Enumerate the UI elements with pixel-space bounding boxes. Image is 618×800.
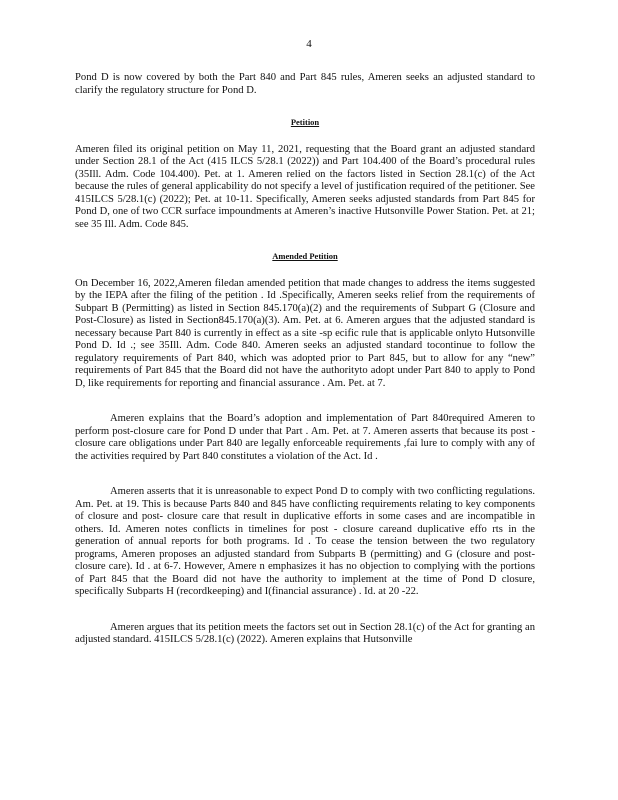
amended-paragraph-4: Ameren argues that its petition meets the factors set out in Section 28.1(c) of the Act for granting an adjusted standard. 415ILCS 5/28.1(c) (2022). Ameren explains that Hutsonville xyxy=(75,621,535,645)
document-body xyxy=(75,72,535,647)
page-number: 4 xyxy=(306,38,312,50)
amended-paragraph-1: On December 16, 2022,Ameren filedan amended petition that made changes to address the items suggested by the IEPA after the filing of the petition . Id .Specifically, Ameren seeks relief from the requirements of Subpart B (Permitting) as listed in Section 845.170(a)(2) and the requirements of Subpart G (Closure and Post-Closure) as listed in Section845.170(a)(3). Am. Pet. at 6. Ameren argues that the adjusted standard is necessary because Part 840 is currently in effect as a site -sp ecific rule that is applicable onlyto Hutsonville Pond D. Id .; see 35Ill. Adm. Code 840. Ameren seeks an adjusted standard tocontinue to follow the regulatory requirements of Part 840, which was adopted prior to Part 845, but to allow for any “new” requirements of Part 845 that the Board did not have the authorityto adopt under Part 840 to apply to Pond D, like requirements for reporting and financial assurance . Am. Pet. at 7. xyxy=(75,277,535,389)
amended-petition-heading: Amended Petition xyxy=(272,251,338,261)
petition-heading: Petition xyxy=(290,117,320,127)
amended-paragraph-2: Ameren explains that the Board’s adoption and implementation of Part 840required Ameren to perform post-closure care for Pond D under that Part . Am. Pet. at 7. Ameren asserts that because its post -closure care obligations under Part 840 are legally enforceable requirements ,fai lure to comply with any of the activities required by Part 840 constitutes a violation of the Act. Id . xyxy=(75,413,535,462)
petition-paragraph: Ameren filed its original petition on May 11, 2021, requesting that the Board grant an adjusted standard under Section 28.1 of the Act (415 ILCS 5/28.1 (2022)) and Part 104.400 of the Board’s procedural rules (35Ill. Adm. Code 104.400). Pet. at 1. Ameren relied on the factors listed in Section 28.1(c) of the Act because the rules of general applicability do not specify a level of justification required of the petitioner. See 415ILCS 5/28.1(c) (2022); Pet. at 10-11. Specifically, Ameren seeks adjusted standards from Part 845 for Pond D, one of two CCR surface impoundments at Ameren’s inactive Hutsonville Power Station. Pet. at 21; see 35 Ill. Adm. Code 845. xyxy=(75,143,535,230)
intro-paragraph: Pond D is now covered by both the Part 840 and Part 845 rules, Ameren seeks an adjusted standard to clarify the regulatory structure for Pond D. xyxy=(75,72,535,96)
amended-paragraph-3: Ameren asserts that it is unreasonable to expect Pond D to comply with two conflicting regulations. Am. Pet. at 19. This is because Parts 840 and 845 have conflicting requirements relating to key components of closure and post- closure care that result in duplicative efforts in some cases and are incompatible in others. Id. Ameren notes conflicts in timelines for post - closure careand duplicative effo rts in the generation of annual reports for both programs. Id . To cease the tension between the two regulatory programs, Ameren proposes an adjusted standard from Subparts B (permitting) and G (closure and post- closure care). Id . at 6-7. However, Amere n emphasizes it has no objection to complying with the portions of Part 845 that the Board did not have the authority to implement at the time of Pond D closure, specifically Subparts H (recordkeeping) and I(financial assurance) . Id. at 20 -22. xyxy=(75,486,535,597)
